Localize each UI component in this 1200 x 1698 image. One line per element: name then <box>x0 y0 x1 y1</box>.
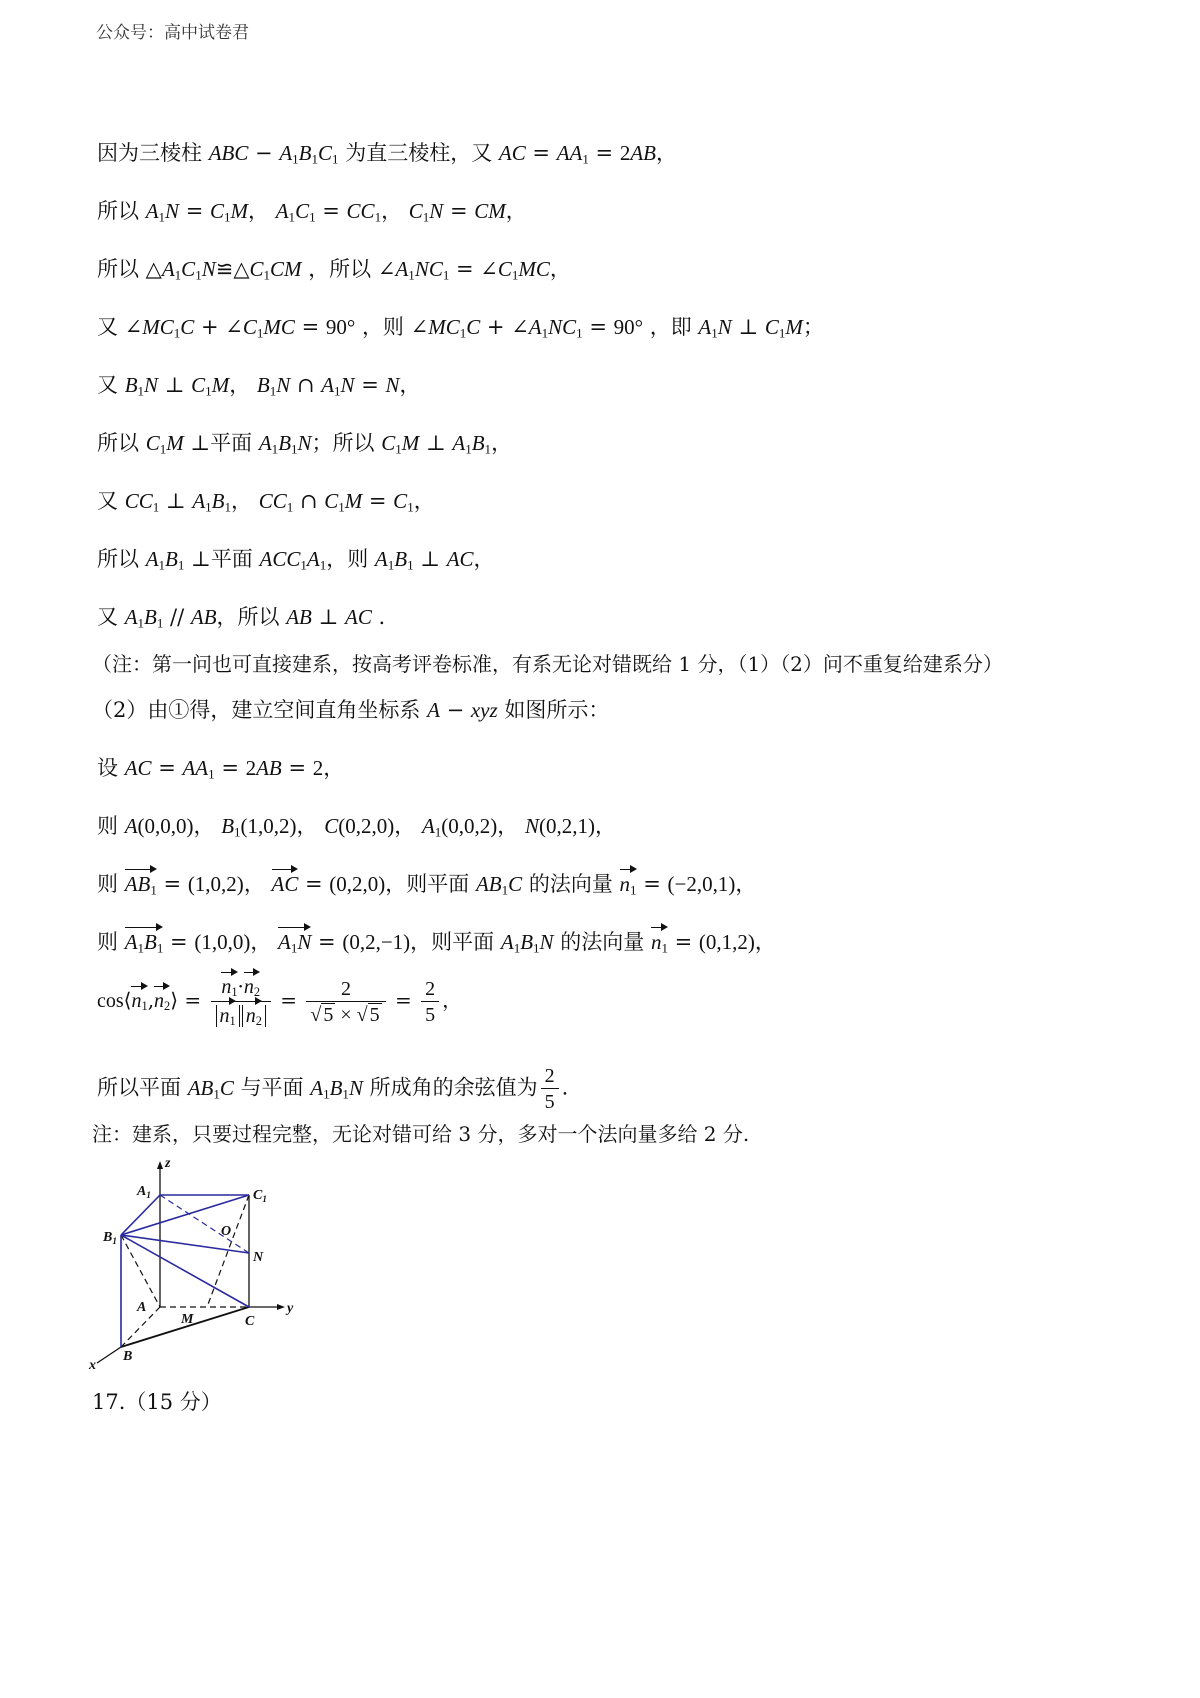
label-B1: $B_1$ <box>103 1230 117 1246</box>
text-segment: ，即 <box>649 315 692 339</box>
proof-line-7: 又 $CC_1$ ⊥ $A_1B_1$， $CC_1$ ∩ $C_1M = C_1$， <box>97 489 435 515</box>
text-segment: ，则平面 <box>385 872 470 896</box>
text-segment: ，所以 <box>216 605 280 629</box>
label-O: O <box>221 1224 232 1239</box>
normal-vector-line-2: 则 $A_1B_1 = (1,0,0)$， $A_1N = (0,2,-1)$，则平面 $A_1B_1N$ 的法向量 $n_1 = (0,1,2)$， <box>97 930 776 956</box>
text-segment: 如图所示： <box>504 698 610 722</box>
text-segment: 所以平面 <box>97 1075 181 1100</box>
text-segment: （2）由①得，建立空间直角坐标系 <box>92 698 421 722</box>
text-segment: 所以 <box>97 547 139 571</box>
text-segment: 又 <box>97 315 118 339</box>
proof-line-4: 又 $\angle MC_1C$ + $\angle C_1MC = 90^\circ$ ，则 $\angle MC_1C$ + $\angle A_1NC_1 = 90^\circ$ ，即 $A_1N$ ⊥ $C_1M$； <box>97 315 824 341</box>
part2-intro: （2）由①得，建立空间直角坐标系 A − xyz 如图所示： <box>92 698 610 722</box>
text-segment: 的法向量 <box>528 872 613 896</box>
y-axis-arrow <box>277 1304 285 1310</box>
text-segment: 又 <box>97 373 118 397</box>
label-M: M <box>181 1312 194 1327</box>
text-segment: 所以 <box>97 257 139 281</box>
proof-line-3: 所以 $\triangle A_1C_1N≌\triangle C_1CM$ ，所以 $\angle A_1NC_1$ = $\angle C_1MC$， <box>97 257 571 283</box>
proof-line-11: 设 AC = $AA_1 = 2AB = 2$， <box>97 756 345 782</box>
text-segment: 又 <box>97 489 118 513</box>
text-segment: 所以 <box>97 431 139 455</box>
edge-C1-M <box>207 1195 249 1307</box>
proof-line-8: 所以 $A_1B_1$ ⊥平面 $ACC_1A_1$，则 $A_1B_1$ ⊥ AC， <box>97 547 495 573</box>
text-segment: 又 <box>97 605 118 629</box>
text-segment: ；所以 <box>311 431 375 455</box>
coordinates-line: 则 A(0,0,0)， $B_1(1,0,2)$， C(0,2,0)， $A_1(0,0,2)$， N(0,2,1)， <box>97 814 616 840</box>
text-segment: ，则 <box>326 547 369 571</box>
label-A: A <box>137 1300 147 1315</box>
label-N: N <box>253 1250 264 1265</box>
normal-vector-line-1: 则 $AB_1 = (1,0,2)$， AC = (0,2,0)，则平面 $AB_1C$ 的法向量 $n_1 = (-2,0,1)$， <box>97 872 757 898</box>
label-x: x <box>89 1358 96 1373</box>
text-segment: 平面 <box>210 547 253 571</box>
proof-line-9: 又 $A_1B_1$ // AB，所以 AB ⊥ AC . <box>97 605 386 631</box>
scoring-note-1: （注：第一问也可直接建系，按高考评卷标准，有系无论对错既给 1 分，（1）（2）问不重复给建系分） <box>92 652 1003 676</box>
question-17-heading: 17.（15 分） <box>92 1390 222 1414</box>
text-segment: 的法向量 <box>560 930 645 954</box>
page-header: 公众号：高中试卷君 <box>96 23 249 43</box>
text-segment: 平面 <box>210 431 253 455</box>
text-segment: ，则 <box>361 315 404 339</box>
proof-line-5: 又 $B_1N$ ⊥ $C_1M$， $B_1N$ ∩ $A_1N = N$， <box>97 373 421 399</box>
text-segment: ，所以 <box>308 257 372 281</box>
text-segment: ，则平面 <box>410 930 495 954</box>
text-segment: 则 <box>97 872 118 896</box>
label-C: C <box>245 1314 255 1329</box>
text-segment: 所以 <box>97 199 139 223</box>
scoring-note-2: 注：建系，只要过程完整，无论对错可给 3 分，多对一个法向量多给 2 分. <box>92 1122 750 1146</box>
label-B: B <box>123 1349 133 1364</box>
conclusion-line: 所以平面 $AB_1C$ 与平面 $A_1B_1N$ 所成角的余弦值为 $\frac{2}{5}$ . <box>97 1065 569 1113</box>
text-segment: 所成角的余弦值为 <box>369 1075 538 1100</box>
text-segment: 则 <box>97 930 118 954</box>
proof-line-6: 所以 $C_1M$ ⊥平面 $A_1B_1N$；所以 $C_1M$ ⊥ $A_1B_1$， <box>97 431 513 457</box>
x-axis <box>97 1347 121 1363</box>
text-segment: 设 <box>97 756 118 780</box>
text-segment: 因为三棱柱 <box>97 141 202 165</box>
label-C1: $C_1$ <box>253 1188 267 1204</box>
label-y: y <box>287 1301 294 1316</box>
prism-figure <box>85 1155 325 1375</box>
cosine-formula: $\cos⟨n_1,n_2⟩$ = $\frac{n_1\cdot n_2}{n_1 n_2}$ = $\frac{2}{√ 5 \times √ 5}$ = $\frac{2}{5}$ ， <box>97 974 463 1028</box>
label-A1: $A_1$ <box>137 1184 151 1200</box>
text-segment: 与平面 <box>240 1075 304 1100</box>
label-z: z <box>165 1156 171 1171</box>
proof-line-1: 因为三棱柱 ABC − $A_1B_1C_1$ 为直三棱柱，又 AC = $AA_1 = 2AB$， <box>97 141 677 167</box>
z-axis-arrow <box>157 1161 163 1169</box>
proof-line-2: 所以 $A_1N = C_1M$， $A_1C_1 = CC_1$， $C_1N$ = CM， <box>97 199 527 225</box>
text-segment: 则 <box>97 814 118 838</box>
text-segment: 为直三棱柱，又 <box>345 141 493 165</box>
